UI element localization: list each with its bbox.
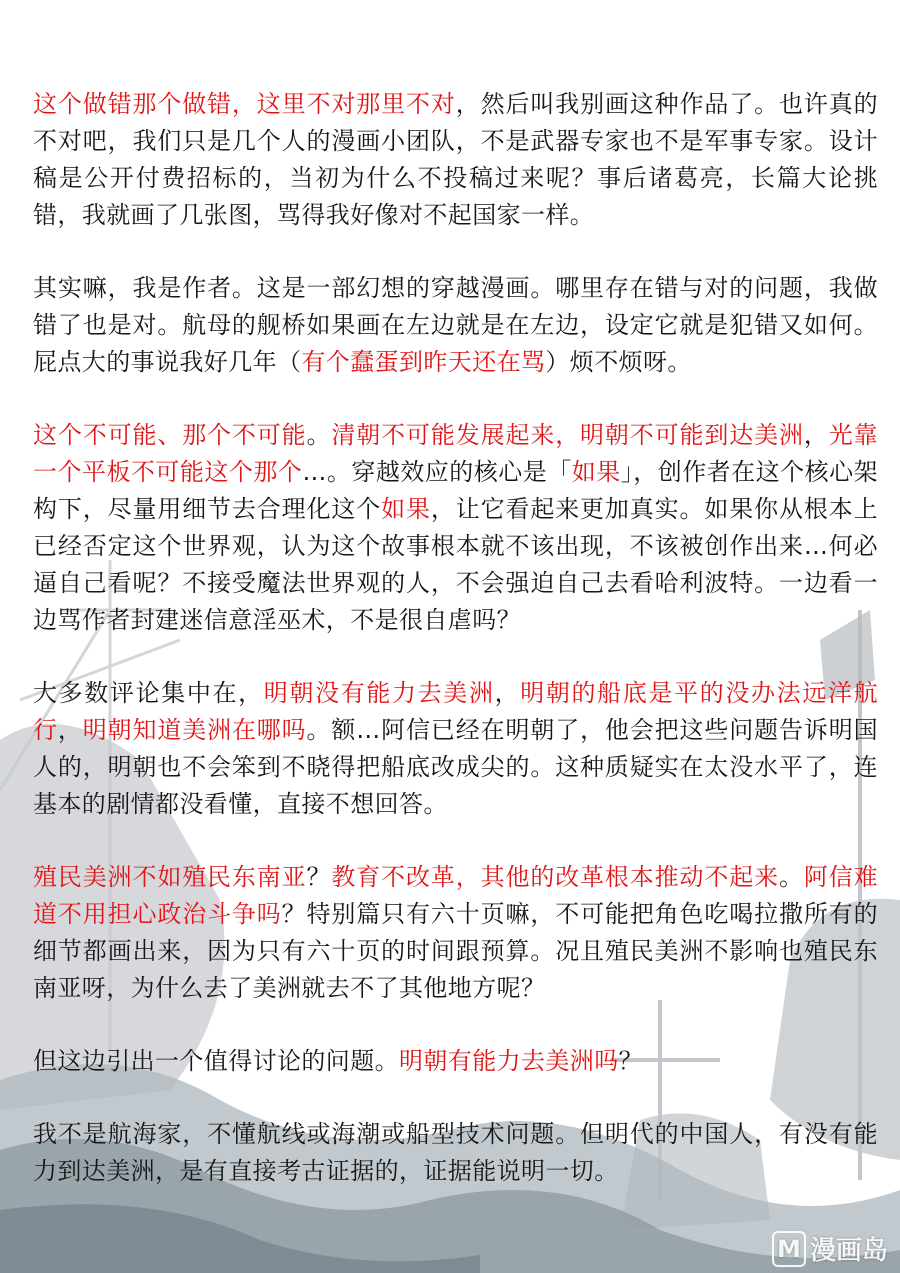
highlighted-text: 清朝不可能发展起来，明朝不可能到达美洲 xyxy=(331,421,804,449)
paragraph xyxy=(33,859,878,1007)
body-text: 其实嘛，我是作者。这是一部幻想的穿越漫画。哪里存在错与对的问题，我做错了也是对。航母的舰桥如果画在左边就是在左边，设定它就是犯错又如何。屁点大的事说我好几年（ xyxy=(33,274,878,376)
body-text: ， xyxy=(494,679,521,707)
highlighted-text: 明朝知道美洲在哪吗 xyxy=(82,716,307,744)
body-text: ？ xyxy=(306,863,332,891)
body-text: 。 xyxy=(306,421,332,449)
paragraph xyxy=(33,1043,878,1080)
highlighted-text: 殖民美洲不如殖民东南亚 xyxy=(33,863,307,891)
body-text: 但这边引出一个值得讨论的问题。 xyxy=(33,1047,399,1075)
body-text: ， xyxy=(57,716,83,744)
body-text: ？特别篇只有六十页嘛，不可能把角色吃喝拉撒所有的细节都画出来，因为只有六十页的时间跟预算。况且殖民美洲不影响也殖民东南亚呀，为什么去了美洲就去不了其他地方呢？ xyxy=(33,900,878,1002)
highlighted-text: 如果 xyxy=(571,458,621,486)
body-text: 大多数评论集中在， xyxy=(33,679,264,707)
body-text: ）烦不烦呀。 xyxy=(545,348,692,376)
paragraph xyxy=(33,1116,878,1190)
body-text: ，然后叫我别画这种作品了。也许真的不对吧，我们只是几个人的漫画小团队，不是武器专家也不是军事专家。设计稿是公开付费招标的，当初为什么不投稿过来呢？事后诸葛亮，长篇大论挑错，我就画了几张图，骂得我好像对不起国家一样。 xyxy=(33,90,878,229)
highlighted-text: 如果 xyxy=(381,495,431,523)
article-text xyxy=(33,86,878,1226)
body-text: 」，创作者在这个核心架构下，尽量用细节去合理化这个 xyxy=(33,458,879,523)
highlighted-text: 这个做错那个做错，这里不对那里不对 xyxy=(33,90,456,118)
highlighted-text: 光靠一个平板不可能这个那个 xyxy=(33,421,879,486)
highlighted-text: 明朝的船底是平的没办法远洋航行 xyxy=(33,679,879,744)
highlighted-text: 明朝有能力去美洲吗 xyxy=(399,1047,619,1075)
logo-text: 漫画岛 xyxy=(809,1236,888,1266)
body-text: 。额…阿信已经在明朝了，他会把这些问题告诉明国人的，明朝也不会笨到不晓得把船底改成尖的。这种质疑实在太没水平了，连基本的剧情都没看懂，直接不想回答。 xyxy=(33,716,878,818)
highlighted-text: 阿信难道不用担心政治斗争吗 xyxy=(33,863,879,928)
paragraph xyxy=(33,86,878,234)
site-watermark-logo xyxy=(772,1230,888,1267)
body-text: ？ xyxy=(618,1047,644,1075)
paragraph xyxy=(33,270,878,381)
highlighted-text: 这个不可能、那个不可能 xyxy=(33,421,307,449)
body-text: 我不是航海家，不懂航线或海潮或船型技术问题。但明代的中国人，有没有能力到达美洲，是有直接考古证据的，证据能说明一切。 xyxy=(33,1120,878,1185)
paragraph xyxy=(33,417,878,639)
highlighted-text: 有个蠢蛋到昨天还在骂 xyxy=(301,348,546,376)
highlighted-text: 明朝没有能力去美洲 xyxy=(263,679,495,707)
body-text: …。穿越效应的核心是「 xyxy=(302,458,572,486)
body-text: ， xyxy=(803,421,829,449)
highlighted-text: 教育不改革，其他的改革根本推动不起来 xyxy=(331,863,779,891)
body-text: 。 xyxy=(779,863,804,891)
logo-mark: M xyxy=(772,1231,806,1267)
body-text: ，让它看起来更加真实。如果你从根本上已经否定这个世界观，认为这个故事根本就不该出现，不该被创作出来…何必逼自己看呢？不接受魔法世界观的人，不会强迫自己去看哈利波特。一边看一边骂作者封建迷信意淫巫术，不是很自虐吗？ xyxy=(33,495,878,634)
paragraph xyxy=(33,675,878,823)
